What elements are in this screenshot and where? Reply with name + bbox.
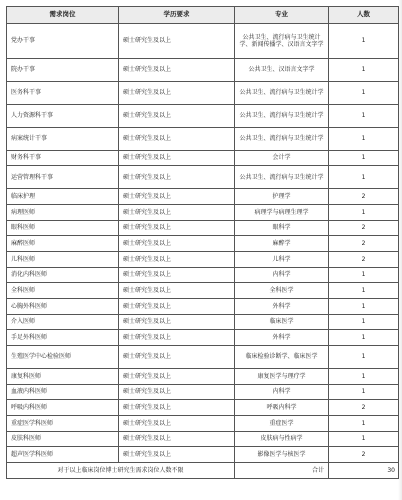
cell-education: 硕士研究生及以上 bbox=[119, 431, 235, 447]
cell-position: 人力资源科干事 bbox=[7, 104, 119, 127]
cell-position: 血液内科医师 bbox=[7, 384, 119, 400]
cell-major: 呼吸内科学 bbox=[235, 400, 329, 416]
cell-education: 硕士研究生及以上 bbox=[119, 330, 235, 346]
cell-major: 重症医学 bbox=[235, 415, 329, 431]
cell-education: 硕士研究生及以上 bbox=[119, 314, 235, 330]
summary-total-label: 合计 bbox=[235, 463, 329, 479]
cell-position: 手足外科医师 bbox=[7, 330, 119, 346]
cell-count: 1 bbox=[329, 314, 399, 330]
cell-major: 眼科学 bbox=[235, 220, 329, 236]
cell-major: 儿科学 bbox=[235, 251, 329, 267]
cell-education: 硕士研究生及以上 bbox=[119, 400, 235, 416]
cell-major: 护理学 bbox=[235, 189, 329, 205]
cell-major: 公共卫生、流行病与卫生统计学 bbox=[235, 166, 329, 189]
cell-position: 皮肤科医师 bbox=[7, 431, 119, 447]
cell-position: 病理医师 bbox=[7, 204, 119, 220]
summary-total: 30 bbox=[329, 463, 399, 479]
cell-major: 内科学 bbox=[235, 384, 329, 400]
cell-count: 1 bbox=[329, 384, 399, 400]
table-row bbox=[7, 150, 399, 166]
cell-major: 全科医学 bbox=[235, 283, 329, 299]
cell-position: 儿科医师 bbox=[7, 251, 119, 267]
table-row bbox=[7, 314, 399, 330]
table-row bbox=[7, 251, 399, 267]
cell-major: 内科学 bbox=[235, 267, 329, 283]
cell-major: 皮肤病与性病学 bbox=[235, 431, 329, 447]
cell-position: 院办干事 bbox=[7, 59, 119, 82]
cell-education: 硕士研究生及以上 bbox=[119, 104, 235, 127]
table-row bbox=[7, 81, 399, 104]
cell-count: 1 bbox=[329, 267, 399, 283]
cell-education: 硕士研究生及以上 bbox=[119, 415, 235, 431]
table-row bbox=[7, 400, 399, 416]
cell-count: 1 bbox=[329, 346, 399, 369]
cell-major: 公共卫生、汉语言文字学 bbox=[235, 59, 329, 82]
cell-major: 外科学 bbox=[235, 330, 329, 346]
recruitment-table bbox=[6, 6, 399, 479]
header-major: 专业 bbox=[235, 7, 329, 24]
table-row bbox=[7, 104, 399, 127]
cell-major: 外科学 bbox=[235, 298, 329, 314]
cell-position: 临床护理 bbox=[7, 189, 119, 205]
cell-count: 2 bbox=[329, 251, 399, 267]
cell-count: 1 bbox=[329, 431, 399, 447]
cell-count: 1 bbox=[329, 127, 399, 150]
table-row bbox=[7, 189, 399, 205]
cell-count: 1 bbox=[329, 81, 399, 104]
table-row bbox=[7, 298, 399, 314]
table-row bbox=[7, 447, 399, 463]
cell-position: 全科医师 bbox=[7, 283, 119, 299]
cell-education: 硕士研究生及以上 bbox=[119, 283, 235, 299]
cell-position: 眼科医师 bbox=[7, 220, 119, 236]
cell-education: 硕士研究生及以上 bbox=[119, 150, 235, 166]
cell-count: 2 bbox=[329, 400, 399, 416]
table-row bbox=[7, 368, 399, 384]
table-row bbox=[7, 267, 399, 283]
table-row bbox=[7, 346, 399, 369]
cell-education: 硕士研究生及以上 bbox=[119, 298, 235, 314]
cell-count: 1 bbox=[329, 104, 399, 127]
table-header-row bbox=[7, 7, 399, 24]
cell-major: 公共卫生、流行病与卫生统计学 bbox=[235, 81, 329, 104]
cell-position: 医务科干事 bbox=[7, 81, 119, 104]
cell-education: 硕士研究生及以上 bbox=[119, 24, 235, 59]
cell-education: 硕士研究生及以上 bbox=[119, 384, 235, 400]
cell-position: 心胸外科医师 bbox=[7, 298, 119, 314]
cell-count: 1 bbox=[329, 330, 399, 346]
cell-major: 麻醉学 bbox=[235, 236, 329, 252]
table-row bbox=[7, 384, 399, 400]
cell-education: 硕士研究生及以上 bbox=[119, 127, 235, 150]
cell-major: 临床医学 bbox=[235, 314, 329, 330]
cell-position: 重症医学科医师 bbox=[7, 415, 119, 431]
cell-position: 消化内科医师 bbox=[7, 267, 119, 283]
cell-education: 硕士研究生及以上 bbox=[119, 251, 235, 267]
cell-education: 硕士研究生及以上 bbox=[119, 368, 235, 384]
cell-major: 病理学与病理生理学 bbox=[235, 204, 329, 220]
cell-major: 公共卫生、流行病与卫生统计学、新闻传播学、汉语言文字学 bbox=[235, 24, 329, 59]
cell-position: 超声医学科医师 bbox=[7, 447, 119, 463]
table-row bbox=[7, 59, 399, 82]
cell-position: 财务科干事 bbox=[7, 150, 119, 166]
cell-count: 1 bbox=[329, 59, 399, 82]
cell-education: 硕士研究生及以上 bbox=[119, 236, 235, 252]
cell-count: 1 bbox=[329, 204, 399, 220]
table-row bbox=[7, 415, 399, 431]
cell-education: 硕士研究生及以上 bbox=[119, 204, 235, 220]
cell-education: 硕士研究生及以上 bbox=[119, 346, 235, 369]
table-row bbox=[7, 204, 399, 220]
cell-position: 党办干事 bbox=[7, 24, 119, 59]
cell-major: 临床检验诊断学、临床医学 bbox=[235, 346, 329, 369]
cell-education: 硕士研究生及以上 bbox=[119, 267, 235, 283]
cell-education: 硕士研究生及以上 bbox=[119, 166, 235, 189]
cell-count: 1 bbox=[329, 150, 399, 166]
cell-position: 康复科医师 bbox=[7, 368, 119, 384]
cell-major: 康复医学与理疗学 bbox=[235, 368, 329, 384]
cell-count: 2 bbox=[329, 220, 399, 236]
table-row bbox=[7, 431, 399, 447]
cell-count: 1 bbox=[329, 298, 399, 314]
table-row bbox=[7, 236, 399, 252]
cell-count: 2 bbox=[329, 236, 399, 252]
cell-major: 影像医学与核医学 bbox=[235, 447, 329, 463]
cell-count: 1 bbox=[329, 166, 399, 189]
summary-row bbox=[7, 463, 399, 479]
table-row bbox=[7, 166, 399, 189]
cell-count: 1 bbox=[329, 368, 399, 384]
header-education: 学历要求 bbox=[119, 7, 235, 24]
cell-count: 1 bbox=[329, 283, 399, 299]
cell-education: 硕士研究生及以上 bbox=[119, 189, 235, 205]
cell-position: 呼吸内科医师 bbox=[7, 400, 119, 416]
cell-count: 1 bbox=[329, 24, 399, 59]
cell-major: 公共卫生、流行病与卫生统计学 bbox=[235, 104, 329, 127]
cell-position: 病案统计干事 bbox=[7, 127, 119, 150]
cell-position: 运营管理科干事 bbox=[7, 166, 119, 189]
cell-count: 2 bbox=[329, 447, 399, 463]
table-row bbox=[7, 283, 399, 299]
cell-education: 硕士研究生及以上 bbox=[119, 220, 235, 236]
cell-major: 会计学 bbox=[235, 150, 329, 166]
header-position: 需求岗位 bbox=[7, 7, 119, 24]
table-row bbox=[7, 127, 399, 150]
header-count: 人数 bbox=[329, 7, 399, 24]
cell-position: 麻醉医师 bbox=[7, 236, 119, 252]
table-row bbox=[7, 220, 399, 236]
cell-education: 硕士研究生及以上 bbox=[119, 59, 235, 82]
cell-major: 公共卫生、流行病与卫生统计学 bbox=[235, 127, 329, 150]
summary-note: 对于以上临床岗位博士研究生需求岗位人数不限 bbox=[7, 463, 235, 479]
cell-position: 介入医师 bbox=[7, 314, 119, 330]
cell-count: 1 bbox=[329, 415, 399, 431]
cell-count: 2 bbox=[329, 189, 399, 205]
cell-education: 硕士研究生及以上 bbox=[119, 447, 235, 463]
cell-position: 生殖医学中心检验医师 bbox=[7, 346, 119, 369]
cell-education: 硕士研究生及以上 bbox=[119, 81, 235, 104]
table-row bbox=[7, 330, 399, 346]
table-row bbox=[7, 24, 399, 59]
